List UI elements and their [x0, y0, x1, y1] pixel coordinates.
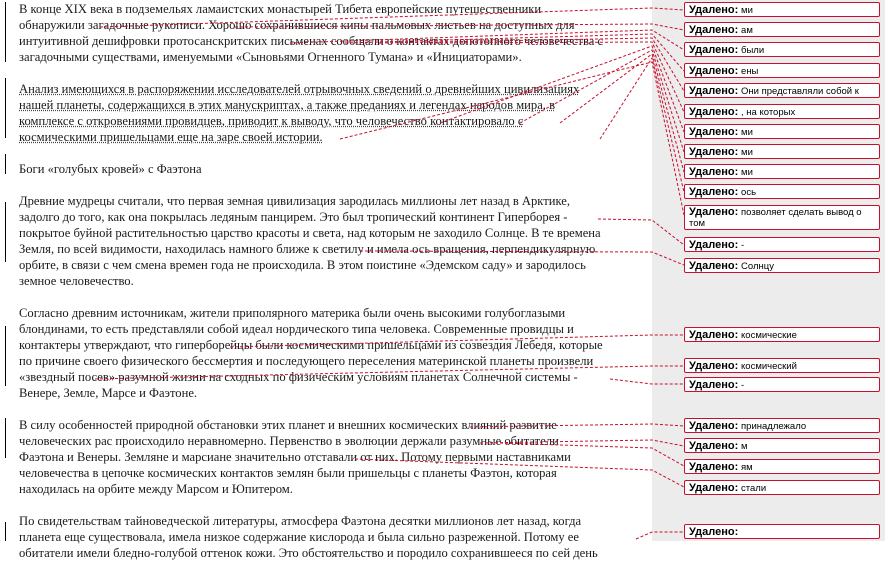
revision-balloon[interactable]	[684, 358, 880, 373]
text-line[interactable]: человеческих рас происходило неравномерно. Первенство в эволюции держали разумные обитатели	[19, 434, 559, 448]
revision-balloon[interactable]	[684, 258, 880, 273]
revision-balloon[interactable]	[684, 22, 880, 37]
text-line[interactable]: блондинами, то есть представляли собой идеал нордического типа человека. Современные провидцы и	[19, 322, 574, 336]
paragraph-6[interactable]	[19, 513, 647, 561]
balloon-label: Удалено:	[689, 65, 739, 77]
change-bar	[5, 522, 6, 541]
change-bar	[5, 2, 6, 62]
balloon-value: ам	[741, 25, 753, 36]
revision-balloon[interactable]	[684, 459, 880, 474]
balloon-value: ены	[741, 66, 759, 77]
balloon-value: м	[741, 441, 748, 452]
text-line[interactable]: По свидетельствам тайноведческой литературы, атмосфера Фаэтона десятки миллионов лет назад, когда	[19, 514, 582, 528]
balloon-value: космические	[741, 330, 797, 341]
paragraph-5[interactable]	[19, 417, 647, 497]
balloon-value: принадлежало	[741, 421, 807, 432]
balloon-label: Удалено:	[689, 106, 739, 118]
text-line[interactable]: по причине своего физического бессмертия и последующего переселения материнской планеты произвели	[19, 354, 594, 368]
heading-text[interactable]: Боги «голубых кровей» с Фаэтона	[19, 162, 202, 176]
balloon-value: позволяет сделать вывод о том	[689, 207, 862, 229]
revision-balloon[interactable]	[684, 418, 880, 433]
text-line[interactable]: Земля, по всей видимости, находилась намного ближе к светилу и имела ось вращения, перпендикулярную	[19, 242, 596, 256]
revision-balloon[interactable]	[684, 2, 880, 17]
text-line[interactable]: Фаэтона и Венеры. Земляне и марсиане значительно отставали от них. Потому первыми наставниками	[19, 450, 571, 464]
balloon-value: -	[741, 380, 745, 391]
revision-balloon[interactable]	[684, 205, 880, 230]
paragraph-3[interactable]	[19, 193, 647, 289]
balloon-value: ми	[741, 147, 753, 158]
text-line[interactable]: человечества в цепочке космических контактов землян были пришельцы с планеты Фаэтон, которая	[19, 466, 557, 480]
balloon-value: Солнцу	[741, 261, 774, 272]
revision-balloon[interactable]	[684, 480, 880, 495]
balloon-label: Удалено:	[689, 85, 739, 97]
text-line[interactable]: комплексе с откровениями провидцев, приводит к выводу, что человечество контактировало с	[19, 114, 524, 128]
text-line[interactable]: Венере, Земле, Марсе и Фаэтоне.	[19, 386, 198, 400]
change-bar	[5, 326, 6, 386]
text-line[interactable]: находилась на орбите между Марсом и Юпитером.	[19, 482, 293, 496]
balloon-value: ось	[741, 187, 757, 198]
revision-balloon[interactable]	[684, 237, 880, 252]
balloon-label: Удалено:	[689, 166, 739, 178]
balloon-label: Удалено:	[689, 146, 739, 158]
revision-balloon[interactable]	[684, 184, 880, 199]
text-line[interactable]: интуитивной дешифровки протосанскритских письменах сообщали о контактах допотопного человечества с	[19, 34, 604, 48]
balloon-label: Удалено:	[689, 206, 739, 218]
text-line[interactable]: Согласно древним источникам, жители приполярного материка были очень высокими голубоглазыми	[19, 306, 566, 320]
balloon-label: Удалено:	[689, 461, 739, 473]
change-bar	[5, 154, 6, 174]
text-line[interactable]: В конце XIX века в подземельях ламаистских монастырей Тибета европейские путешественники	[19, 2, 542, 16]
revision-balloon[interactable]	[684, 524, 880, 539]
text-line[interactable]: Анализ имеющихся в распоряжении исследователей отрывочных сведений о древнейших цивилизациях	[19, 82, 580, 96]
text-line[interactable]: обитатели имели бледно-голубой оттенок кожи. Это обстоятельство и породило сохранившееся по сей день	[19, 546, 598, 560]
section-heading[interactable]	[19, 161, 647, 177]
text-line[interactable]: орбите, в связи с чем смена времен года не происходила. В этом поистине «Эдемском саду» и зародилось	[19, 258, 586, 272]
paragraph-2[interactable]	[19, 81, 647, 145]
balloon-value: ми	[741, 5, 753, 16]
balloon-label: Удалено:	[689, 24, 739, 36]
balloon-value: космический	[741, 361, 797, 372]
text-line[interactable]: земное человечество.	[19, 274, 134, 288]
balloon-value: ми	[741, 127, 753, 138]
balloon-label: Удалено:	[689, 186, 739, 198]
balloon-label: Удалено:	[689, 440, 739, 452]
text-line[interactable]: планета еще существовала, имела низкое содержание кислорода и была сильно разреженной. Потому ее	[19, 530, 579, 544]
revision-balloon[interactable]	[684, 438, 880, 453]
balloon-label: Удалено:	[689, 420, 739, 432]
revision-balloon[interactable]	[684, 164, 880, 179]
change-bar	[5, 202, 6, 262]
balloon-value: ми	[741, 167, 753, 178]
revision-balloon[interactable]	[684, 83, 880, 98]
balloon-label: Удалено:	[689, 239, 739, 251]
revision-balloon[interactable]	[684, 327, 880, 342]
balloon-value: были	[741, 45, 765, 56]
balloon-value: , на которых	[741, 107, 796, 118]
text-line[interactable]: контактеры утверждают, что гиперборейцы были космическими пришельцами из созвездия Лебедя, которые	[19, 338, 603, 352]
balloon-value: ям	[741, 462, 753, 473]
balloon-label: Удалено:	[689, 126, 739, 138]
paragraph-1[interactable]	[19, 1, 647, 65]
change-bar	[5, 418, 6, 458]
balloon-value: -	[741, 240, 745, 251]
revision-balloon[interactable]	[684, 104, 880, 119]
revision-balloon[interactable]	[684, 42, 880, 57]
balloon-value: стали	[741, 483, 767, 494]
text-line[interactable]: задолго до того, как она покрылась ледяным панцирем. Это был тропический континент Гиперборея -	[19, 210, 568, 224]
document-body[interactable]	[19, 0, 647, 577]
text-line[interactable]: Древние мудрецы считали, что первая земная цивилизация зародилась миллионы лет назад в Арктике,	[19, 194, 571, 208]
change-bar	[5, 78, 6, 138]
balloon-label: Удалено:	[689, 260, 739, 272]
balloon-label: Удалено:	[689, 379, 739, 391]
text-line[interactable]: космическими пришельцами еще на заре своей истории.	[19, 130, 323, 144]
text-line[interactable]: загадочными существами, именуемыми «Сыновьями Огненного Тумана» и «Инициаторами».	[19, 50, 522, 64]
balloon-label: Удалено:	[689, 4, 739, 16]
revision-balloon[interactable]	[684, 377, 880, 392]
text-line[interactable]: обнаружили загадочные рукописи. Хорошо сохранившиеся кипы пальмовых листьев на доступных для	[19, 18, 575, 32]
balloon-value: Они представляли собой к	[741, 86, 859, 97]
balloon-label: Удалено:	[689, 44, 739, 56]
text-line[interactable]: покрытое буйной растительностью царство красоты и света, над которым не заходило Солнце. В те времена	[19, 226, 601, 240]
revision-balloon[interactable]	[684, 144, 880, 159]
balloon-label: Удалено:	[689, 360, 739, 372]
revision-balloon[interactable]	[684, 63, 880, 78]
text-line[interactable]: В силу особенностей природной обстановки этих планет и внешних космических влияний развитие	[19, 418, 557, 432]
balloon-label: Удалено:	[689, 482, 739, 494]
paragraph-4[interactable]	[19, 305, 647, 401]
balloon-label: Удалено:	[689, 329, 739, 341]
text-line[interactable]: нашей планеты, содержащихся в этих манускриптах, а также преданиях и легендах народов мира, в	[19, 98, 556, 112]
revision-balloon[interactable]	[684, 124, 880, 139]
text-line[interactable]: «звездный посев» разумной жизни на сходных по физическим условиям планетах Солнечной системы -	[19, 370, 578, 384]
balloon-label: Удалено:	[689, 526, 739, 538]
